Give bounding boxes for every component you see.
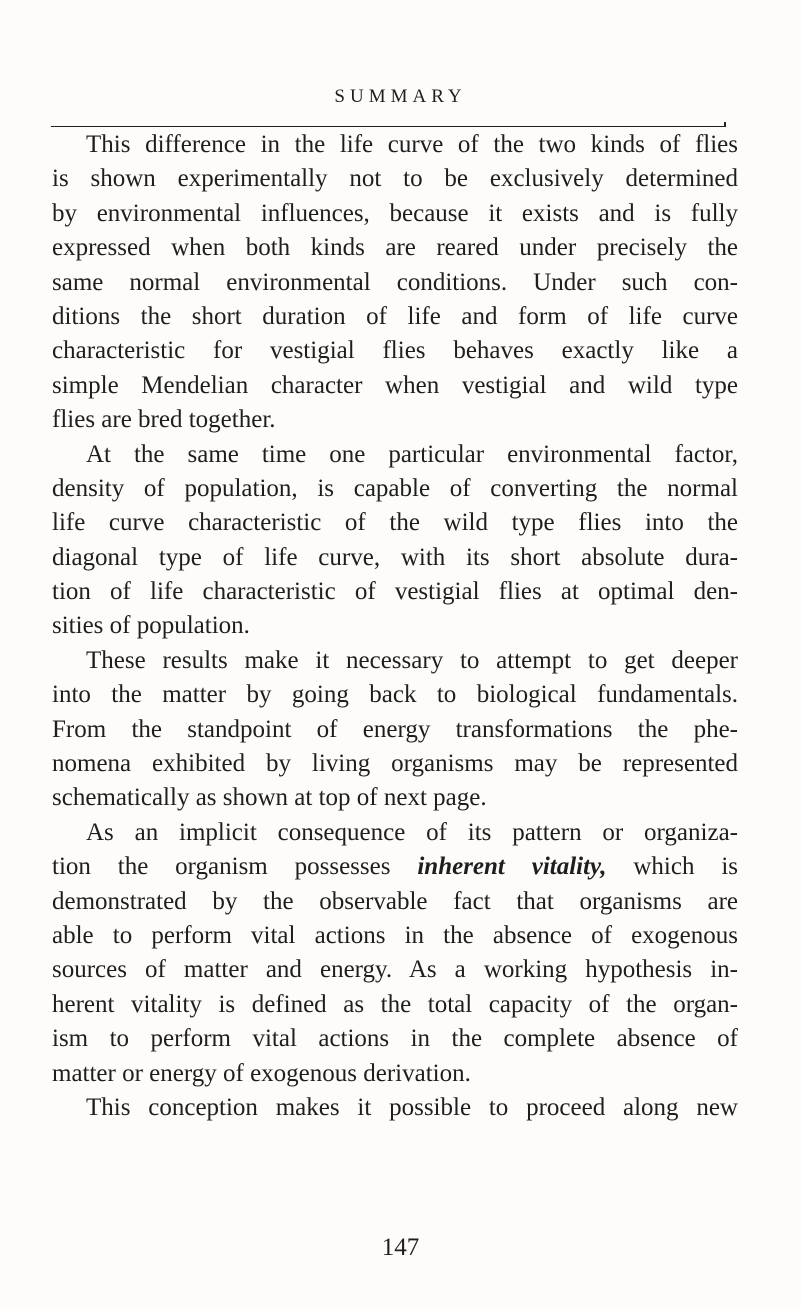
- text-line-mixed: [52, 850, 738, 884]
- text-segment: which is: [633, 853, 738, 881]
- body-text: [52, 128, 738, 1125]
- text-line: density of population, is capable of converting the normal: [52, 474, 738, 502]
- text-line: by environmental influences, because it exists and is fully: [52, 199, 738, 227]
- text-line: ism to perform vital actions in the complete absence of: [52, 1025, 738, 1053]
- text-line: sources of matter and energy. As a working hypothesis in-: [52, 956, 738, 984]
- header-rule: [51, 126, 725, 127]
- text-line: into the matter by going back to biological fundamentals.: [52, 681, 738, 709]
- text-line: same normal environmental conditions. Under such con-: [52, 268, 738, 296]
- text-line: As an implicit consequence of its pattern or organiza-: [86, 818, 738, 846]
- page-number: 147: [381, 1234, 420, 1261]
- text-line: able to perform vital actions in the absence of exogenous: [52, 921, 738, 949]
- text-line: characteristic for vestigial flies behaves exactly like a: [52, 337, 738, 365]
- text-segment: tion the organism possesses: [52, 853, 391, 881]
- text-line: From the standpoint of energy transformations the phe-: [52, 715, 738, 743]
- running-head-title: SUMMARY: [334, 86, 467, 107]
- header-rule-mark: [724, 122, 726, 127]
- text-line: These results make it necessary to attempt to get deeper: [86, 646, 738, 674]
- text-line: At the same time one particular environmental factor,: [86, 440, 738, 468]
- text-line: flies are bred together.: [52, 406, 276, 434]
- text-line: This difference in the life curve of the two kinds of flies: [86, 131, 738, 158]
- text-line: sities of population.: [52, 612, 250, 640]
- emphasized-term: inherent vitality,: [417, 853, 607, 881]
- text-line: diagonal type of life curve, with its short absolute dura-: [52, 543, 738, 571]
- text-line: ditions the short duration of life and form of life curve: [52, 302, 738, 330]
- text-line: demonstrated by the observable fact that organisms are: [52, 887, 738, 915]
- text-line: is shown experimentally not to be exclusively determined: [52, 165, 738, 193]
- text-line: simple Mendelian character when vestigial and wild type: [52, 371, 738, 399]
- text-line: life curve characteristic of the wild type flies into the: [52, 509, 738, 537]
- text-line: herent vitality is defined as the total capacity of the organ-: [52, 990, 738, 1018]
- text-line: nomena exhibited by living organisms may be represented: [52, 750, 738, 778]
- text-line: schematically as shown at top of next page.: [52, 784, 487, 812]
- text-line: tion of life characteristic of vestigial flies at optimal den-: [52, 578, 738, 606]
- text-line: matter or energy of exogenous derivation.: [52, 1059, 471, 1087]
- text-line: This conception makes it possible to proceed along new: [86, 1093, 738, 1121]
- text-line: expressed when both kinds are reared under precisely the: [52, 234, 738, 262]
